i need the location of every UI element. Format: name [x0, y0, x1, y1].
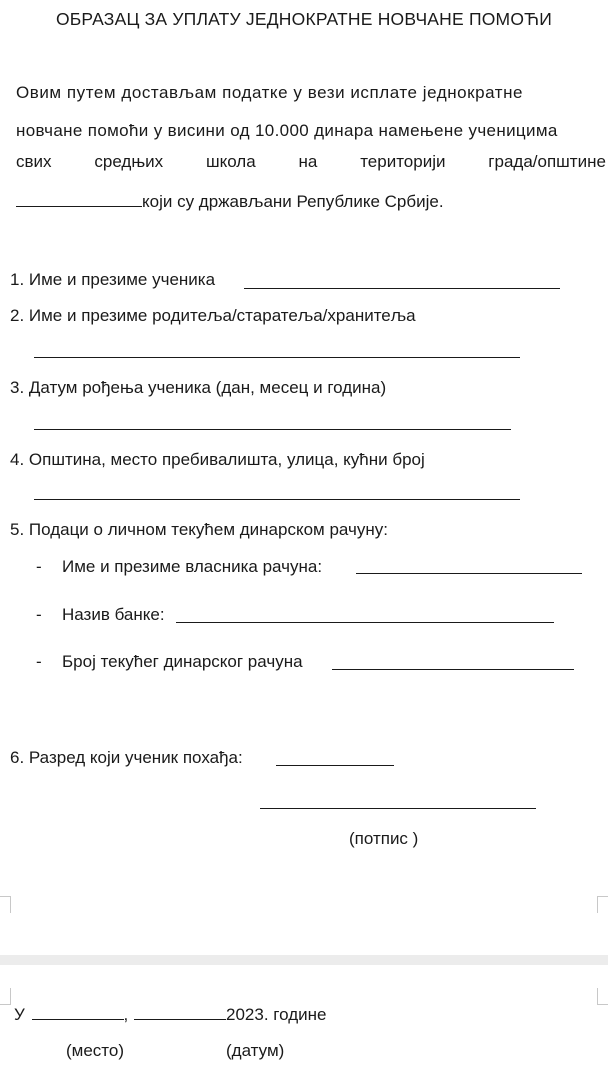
account-number-label: Број текућег динарског рачуна	[62, 652, 303, 671]
sub-dash: -	[36, 605, 42, 624]
field-grade-label: 6. Разред који ученик похађа:	[10, 748, 243, 767]
signature-line[interactable]	[260, 808, 536, 809]
intro-word: школа	[205, 152, 256, 171]
municipality-blank[interactable]	[16, 190, 142, 207]
address-line[interactable]	[34, 499, 520, 500]
intro-line-2: новчане помоћи у висини од 10.000 динара намењене ученицима	[16, 121, 558, 140]
page-corner-mark	[597, 896, 608, 913]
account-owner-label: Име и презиме власника рачуна:	[62, 557, 323, 576]
intro-line-3	[16, 152, 606, 172]
sub-dash: -	[36, 652, 42, 671]
footer-comma: ,	[123, 1005, 129, 1024]
page-corner-mark	[0, 988, 11, 1005]
footer-prefix: У	[14, 1005, 25, 1024]
field-student-name-label: 1. Име и презиме ученика	[10, 270, 216, 289]
footer-year: 2023. године	[226, 1005, 327, 1024]
intro-line-1-text: Овим путем достављам податке у вези исплате једнократне	[16, 83, 524, 102]
account-owner-line[interactable]	[356, 573, 582, 574]
intro-line-1	[16, 83, 606, 103]
field-birth-date-label: 3. Датум рођења ученика (дан, месец и година)	[10, 378, 387, 397]
bank-name-label: Назив банке:	[62, 605, 165, 624]
place-blank[interactable]	[32, 1003, 124, 1020]
account-number-line[interactable]	[332, 669, 574, 670]
intro-word: града/општине	[488, 152, 606, 171]
page-corner-mark	[597, 988, 608, 1005]
form-title: ОБРАЗАЦ ЗА УПЛАТУ ЈЕДНОКРАТНЕ НОВЧАНЕ ПОМОЋИ	[55, 9, 553, 29]
field-address-label: 4. Општина, место пребивалишта, улица, кућни број	[10, 450, 425, 469]
footer-line	[14, 1003, 326, 1025]
date-blank[interactable]	[134, 1003, 226, 1020]
intro-word: свих	[16, 152, 52, 171]
field-parent-name-label: 2. Име и презиме родитеља/старатеља/хранитеља	[10, 306, 416, 325]
intro-word: на	[298, 152, 318, 171]
sub-dash: -	[36, 557, 42, 576]
parent-name-line[interactable]	[34, 357, 520, 358]
intro-line-4	[16, 190, 444, 212]
field-bank-account-heading: 5. Подаци о личном текућем динарском рачуну:	[10, 520, 388, 539]
grade-line[interactable]	[276, 765, 394, 766]
birth-date-line[interactable]	[34, 429, 511, 430]
intro-line-4-text: који су држављани Републике Србије.	[142, 192, 444, 211]
page-corner-mark	[0, 896, 11, 913]
bank-name-line[interactable]	[176, 622, 554, 623]
intro-word: територији	[360, 152, 446, 171]
signature-label: (потпис )	[349, 829, 419, 848]
student-name-line[interactable]	[244, 288, 560, 289]
place-caption: (место)	[66, 1041, 125, 1060]
date-caption: (датум)	[226, 1041, 285, 1060]
page-break-gap	[0, 955, 608, 965]
intro-word: средњих	[94, 152, 164, 171]
